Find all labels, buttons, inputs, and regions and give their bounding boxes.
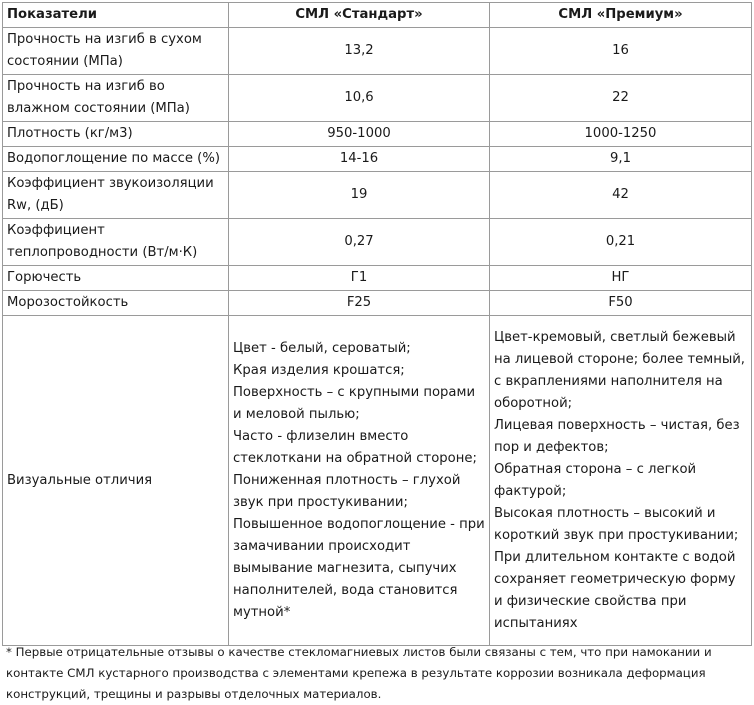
standard-value: Г1 xyxy=(229,266,490,291)
standard-value: 13,2 xyxy=(229,28,490,75)
header-indicators: Показатели xyxy=(3,3,229,28)
premium-note: Цвет-кремовый, светлый бежевый на лицевой стороне; более темный, с вкраплениями наполнителя на оборотной; xyxy=(494,329,745,411)
standard-note: Повышенное водопоглощение - при замачивании происходит вымывание магнезита, сыпучих наполнителей, вода становится мутной* xyxy=(233,516,485,620)
row-label: Горючесть xyxy=(3,266,229,291)
row-label: Коэффициент теплопроводности (Вт/м·К) xyxy=(3,219,229,266)
table-row xyxy=(3,122,752,147)
table-row xyxy=(3,28,752,75)
standard-note: Цвет - белый, сероватый; xyxy=(233,340,411,356)
premium-visual-notes xyxy=(490,316,752,646)
row-label: Прочность на изгиб в сухом состоянии (МПа) xyxy=(3,28,229,75)
premium-value: 42 xyxy=(490,172,752,219)
row-label: Водопоглощение по массе (%) xyxy=(3,147,229,172)
standard-note: Часто - флизелин вместо стеклоткани на обратной стороне; xyxy=(233,428,477,466)
row-label: Прочность на изгиб во влажном состоянии (МПа) xyxy=(3,75,229,122)
table-row xyxy=(3,75,752,122)
standard-value: F25 xyxy=(229,291,490,316)
table-row xyxy=(3,219,752,266)
premium-value: F50 xyxy=(490,291,752,316)
row-label: Плотность (кг/м3) xyxy=(3,122,229,147)
standard-value: 14-16 xyxy=(229,147,490,172)
header-standard: СМЛ «Стандарт» xyxy=(229,3,490,28)
premium-note: При длительном контакте с водой сохраняет геометрическую форму и физические свойства при испытаниях xyxy=(494,549,736,631)
premium-value: НГ xyxy=(490,266,752,291)
table-row xyxy=(3,172,752,219)
footnote: * Первые отрицательные отзывы о качестве стекломагниевых листов были связаны с тем, что при намокании и контакте СМЛ кустарного производства с элементами крепежа в результате коррозии возникала деформация конструкций, трещины и разрывы отделочных материалов. xyxy=(6,645,712,701)
premium-value: 9,1 xyxy=(490,147,752,172)
premium-value: 1000-1250 xyxy=(490,122,752,147)
standard-value: 19 xyxy=(229,172,490,219)
standard-value: 10,6 xyxy=(229,75,490,122)
row-label: Коэффициент звукоизоляции Rw, (дБ) xyxy=(3,172,229,219)
standard-note: Пониженная плотность – глухой звук при простукивании; xyxy=(233,472,461,510)
table-row xyxy=(3,147,752,172)
standard-note: Поверхность – с крупными порами и меловой пылью; xyxy=(233,384,476,422)
premium-value: 22 xyxy=(490,75,752,122)
row-label: Морозостойкость xyxy=(3,291,229,316)
premium-note: Лицевая поверхность – чистая, без пор и дефектов; xyxy=(494,417,740,455)
premium-note: Высокая плотность – высокий и короткий звук при простукивании; xyxy=(494,505,739,543)
standard-note: Края изделия крошатся; xyxy=(233,362,405,378)
table-row xyxy=(3,266,752,291)
standard-visual-notes xyxy=(229,316,490,646)
visual-differences-row xyxy=(3,316,752,646)
comparison-table xyxy=(2,2,752,646)
row-label: Визуальные отличия xyxy=(3,316,229,646)
standard-value: 950-1000 xyxy=(229,122,490,147)
table-row xyxy=(3,291,752,316)
premium-value: 0,21 xyxy=(490,219,752,266)
premium-note: Обратная сторона – с легкой фактурой; xyxy=(494,461,697,499)
header-row xyxy=(3,3,752,28)
standard-value: 0,27 xyxy=(229,219,490,266)
premium-value: 16 xyxy=(490,28,752,75)
header-premium: СМЛ «Премиум» xyxy=(490,3,752,28)
